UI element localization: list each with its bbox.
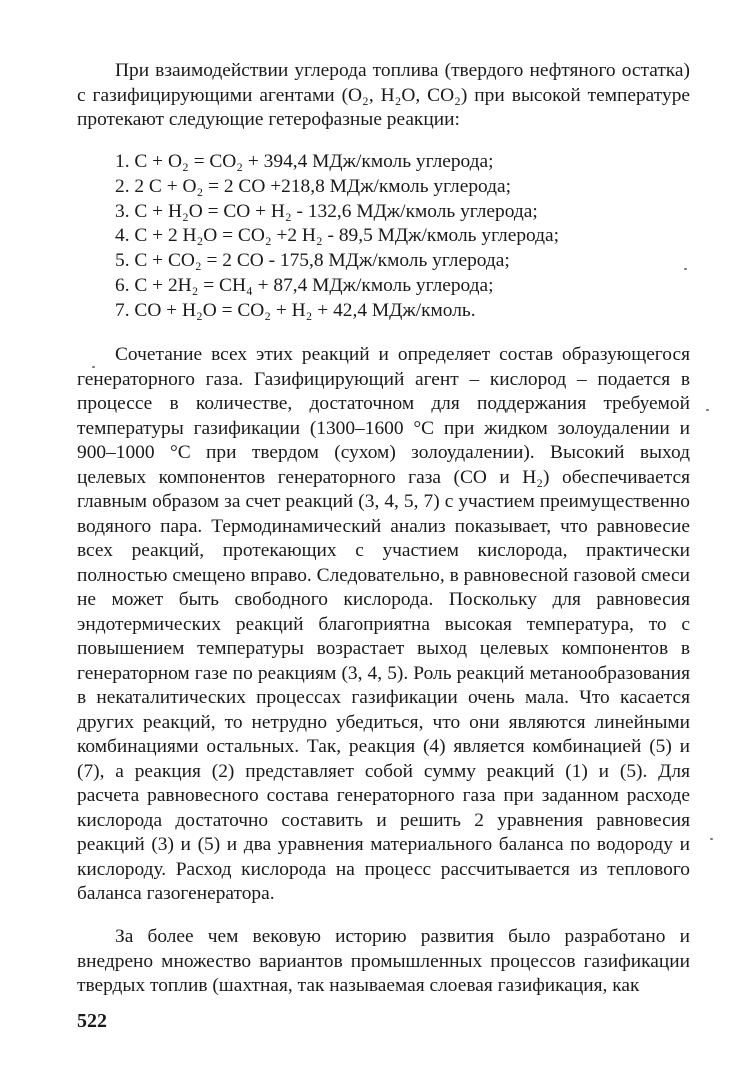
reaction-item-7: 7. CO + H₂O = CO₂ + H₂ + 42,4 МДж/кмоль. xyxy=(115,299,476,321)
scan-speck xyxy=(92,366,95,368)
reaction-item-4: 4. C + 2 H₂O = CO₂ +2 H₂ - 89,5 МДж/кмоль углерода; xyxy=(115,225,560,247)
reaction-item-6: 6. C + 2H₂ = CH₄ + 87,4 МДж/кмоль углерода; xyxy=(115,274,494,296)
scan-speck xyxy=(710,838,713,840)
body-paragraph-3: За более чем вековую историю развития было разработано и внедрено множество вариантов промышленных процессов газификации твердых топлив (шахтная, так называемая слоевая газификация, как xyxy=(77,926,690,996)
reaction-item-3: 3. C + H₂O = CO + H₂ - 132,6 МДж/кмоль углерода; xyxy=(115,200,538,222)
reaction-item-2: 2. 2 C + O₂ = 2 CO +218,8 МДж/кмоль углерода; xyxy=(115,175,512,197)
reaction-item-5: 5. C + CO₂ = 2 CO - 175,8 МДж/кмоль углерода; xyxy=(115,250,510,272)
reaction-list xyxy=(115,150,559,324)
page-number: 522 xyxy=(77,1010,107,1032)
scan-speck xyxy=(684,268,687,270)
intro-paragraph: При взаимодействии углерода топлива (твердого нефтяного остатка) с газифицирующими агентами (O₂, H₂O, CO₂) при высокой температуре протекают следующие гетерофазные реакции: xyxy=(77,60,690,130)
scan-speck xyxy=(706,409,709,411)
body-paragraph-2: Сочетание всех этих реакций и определяет состав образующегося генераторного газа. Газифицирующий агент – кислород – подается в процессе в количестве, достаточном для поддержания требуемой температуры газификации (1300–1600 °С при жидком золоудалении и 900–1000 °С при твердом (сухом) золоудалении). Высокий выход целевых компонентов генераторного газа (CO и H₂) обеспечивается главным образом за счет реакций (3, 4, 5, 7) с участием преимущественно водяного пара. Термодинамический анализ показывает, что равновесие всех реакций, протекающих с участием кислорода, практически полностью смещено вправо. Следовательно, в равновесной газовой смеси не может быть свободного кислорода. Поскольку для равновесия эндотермических реакций благоприятна высокая температура, то с повышением температуры возрастает выход целевых компонентов в генераторном газе по реакциям (3, 4, 5). Роль реакций метанообразования в некаталитических процессах газификации очень мала. Что касается других реакций, то нетрудно убедиться, что они являются линейными комбинациями остальных. Так, реакция (4) является комбинацией (5) и (7), а реакция (2) представляет собой сумму реакций (1) и (5). Для расчета равновесного состава генераторного газа при заданном расходе кислорода достаточно составить и решить 2 уравнения равновесия реакций (3) и (5) и два уравнения материального баланса по водороду и кислороду. Расход кислорода на процесс рассчитывается из теплового баланса газогенератора. xyxy=(77,344,690,904)
reaction-item-1: 1. C + O₂ = CO₂ + 394,4 МДж/кмоль углерода; xyxy=(115,151,494,172)
